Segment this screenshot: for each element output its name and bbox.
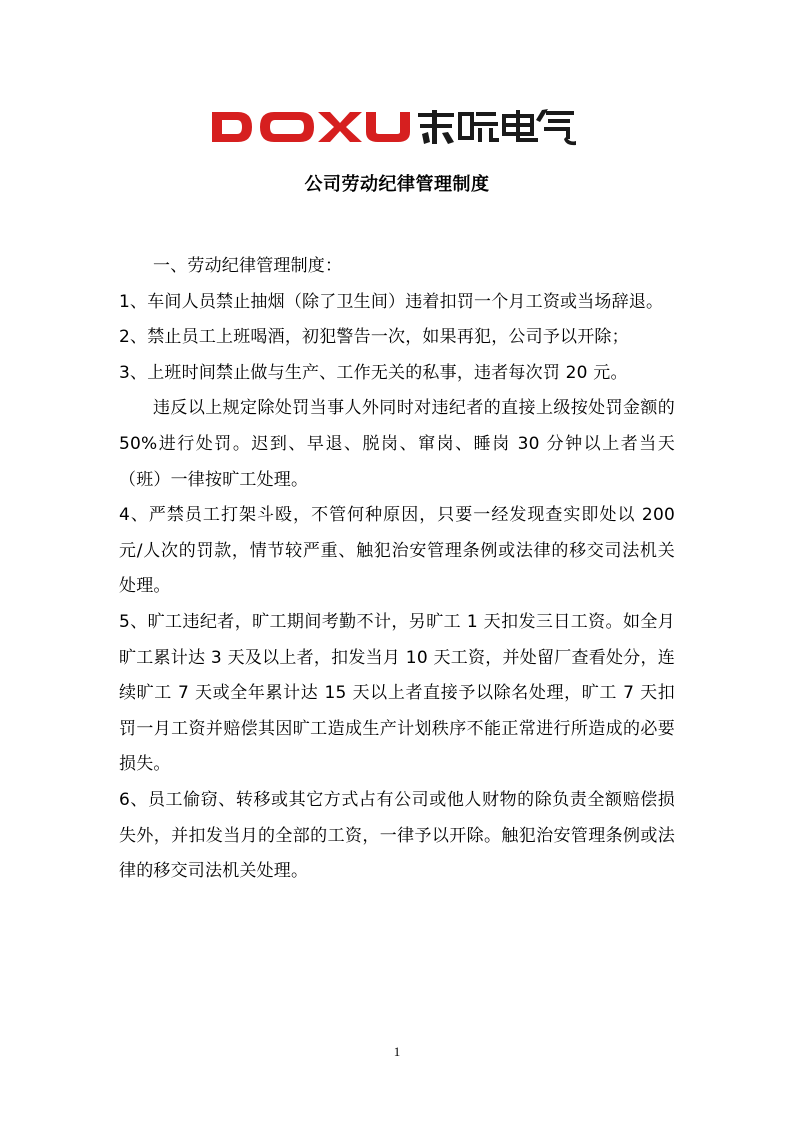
section-heading: 一、劳动纪律管理制度： <box>153 256 343 276</box>
doxu-logo-icon <box>208 108 578 146</box>
company-logo <box>208 108 578 146</box>
rule-item-3: 3、上班时间禁止做与生产、工作无关的私事，违者每次罚 20 元。 <box>119 362 628 383</box>
rule-item-1: 1、车间人员禁止抽烟（除了卫生间）违着扣罚一个月工资或当场辞退。 <box>119 291 664 312</box>
penalty-note: 违反以上规定除处罚当事人外同时对违纪者的直接上级按处罚金额的 50%进行处罚。迟到、早退、脱岗、窜岗、睡岗 30 分钟以上者当天（班）一律按旷工处理。 <box>119 398 675 490</box>
rule-item-2: 2、禁止员工上班喝酒，初犯警告一次，如果再犯，公司予以开除； <box>119 327 629 348</box>
rule-item-6: 6、员工偷窃、转移或其它方式占有公司或他人财物的除负责全额赔偿损失外，并扣发当月的全部的工资，一律予以开除。触犯治安管理条例或法律的移交司法机关处理。 <box>119 789 675 882</box>
document-title: 公司劳动纪律管理制度 <box>304 174 490 195</box>
rule-item-5: 5、旷工违纪者，旷工期间考勤不计，另旷工 1 天扣发三日工资。如全月旷工累计达 3 天及以上者，扣发当月 10 天工资，并处留厂查看处分，连续旷工 7 天或全年累计达 15 天以上者直接予以除名处理，旷工 7 天扣罚一月工资并赔偿其因旷工造成生产计划秩序不能正常进行所造成的必要损失。 <box>119 611 675 775</box>
page-number: 1 <box>393 1044 401 1059</box>
document-body <box>119 249 675 890</box>
rule-item-4: 4、严禁员工打架斗殴，不管何种原因，只要一经发现查实即处以 200 元/人次的罚款，情节较严重、触犯治安管理条例或法律的移交司法机关处理。 <box>119 505 675 597</box>
